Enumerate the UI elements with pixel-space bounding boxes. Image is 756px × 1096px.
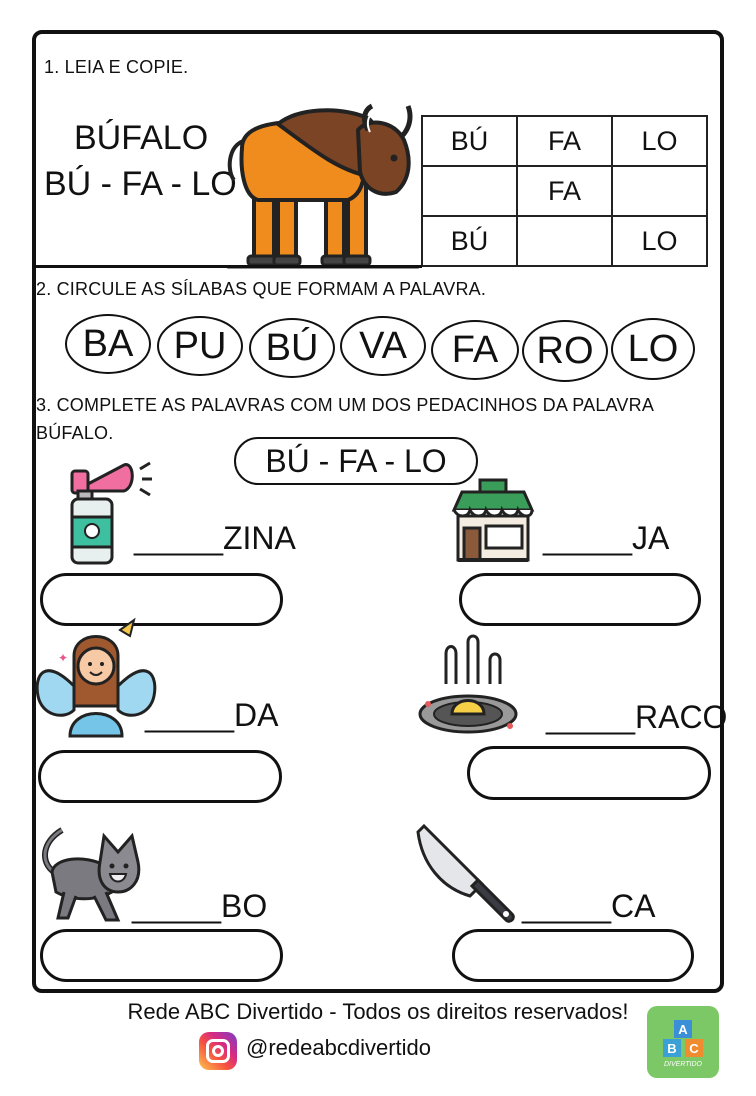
complete-word: _____DA	[145, 697, 279, 733]
table-cell: FA	[517, 116, 612, 166]
fairy-icon	[34, 616, 158, 740]
syllable-oval[interactable]: FA	[431, 320, 519, 380]
syllable-oval[interactable]: VA	[340, 316, 426, 376]
syllable-oval[interactable]: BA	[65, 314, 151, 374]
answer-box[interactable]	[38, 750, 282, 803]
word-buffalo: BÚFALO	[74, 119, 209, 157]
syllable-oval[interactable]: PU	[157, 316, 243, 376]
question-3-title: 3. COMPLETE AS PALAVRAS COM UM DOS PEDACINHOS DA PALAVRA	[36, 395, 655, 415]
question-3-title-continued: BÚFALO.	[36, 423, 114, 443]
instagram-icon	[199, 1032, 237, 1070]
shop-icon	[450, 478, 536, 564]
knife-icon	[412, 818, 520, 926]
syllable-oval[interactable]: LO	[611, 318, 695, 380]
table-cell: BÚ	[422, 116, 517, 166]
section-divider	[36, 265, 422, 268]
question-1-title: 1. LEIA E COPIE.	[44, 57, 189, 77]
table-cell[interactable]	[612, 166, 707, 216]
complete-word: _____RACO	[546, 699, 728, 735]
table-cell: FA	[517, 166, 612, 216]
logo-letter: A	[674, 1020, 692, 1038]
black-hole-icon	[416, 634, 522, 738]
instagram-handle[interactable]: @redeabcdivertido	[246, 1035, 431, 1060]
syllable-table	[421, 115, 708, 267]
svg-text:✦: ✦	[58, 651, 69, 665]
complete-word: _____JA	[543, 520, 670, 556]
answer-box[interactable]	[452, 929, 694, 982]
table-cell[interactable]	[422, 166, 517, 216]
table-cell: LO	[612, 116, 707, 166]
logo-letter: C	[685, 1039, 703, 1057]
syllable-oval[interactable]: RO	[522, 320, 608, 382]
syllable-oval[interactable]: BÚ	[249, 318, 335, 378]
complete-word: _____CA	[522, 888, 656, 924]
buffalo-icon	[218, 100, 422, 272]
syllable-hint-box: BÚ - FA - LO	[234, 437, 478, 485]
answer-box[interactable]	[467, 746, 711, 800]
abc-divertido-logo	[647, 1006, 719, 1078]
question-2-title: 2. CIRCULE AS SÍLABAS QUE FORMAM A PALAVRA.	[36, 279, 487, 299]
table-cell[interactable]	[517, 216, 612, 266]
logo-tagline: DIVERTIDO	[664, 1061, 702, 1068]
copyright-text: Rede ABC Divertido - Todos os direitos reservados!	[127, 999, 629, 1024]
answer-box[interactable]	[40, 929, 283, 982]
answer-box[interactable]	[459, 573, 701, 626]
table-cell: BÚ	[422, 216, 517, 266]
logo-letter: B	[663, 1039, 681, 1057]
complete-word: _____ZINA	[134, 520, 296, 556]
word-syllabified: BÚ - FA - LO	[44, 165, 237, 203]
complete-word: _____BO	[132, 888, 268, 924]
table-cell: LO	[612, 216, 707, 266]
